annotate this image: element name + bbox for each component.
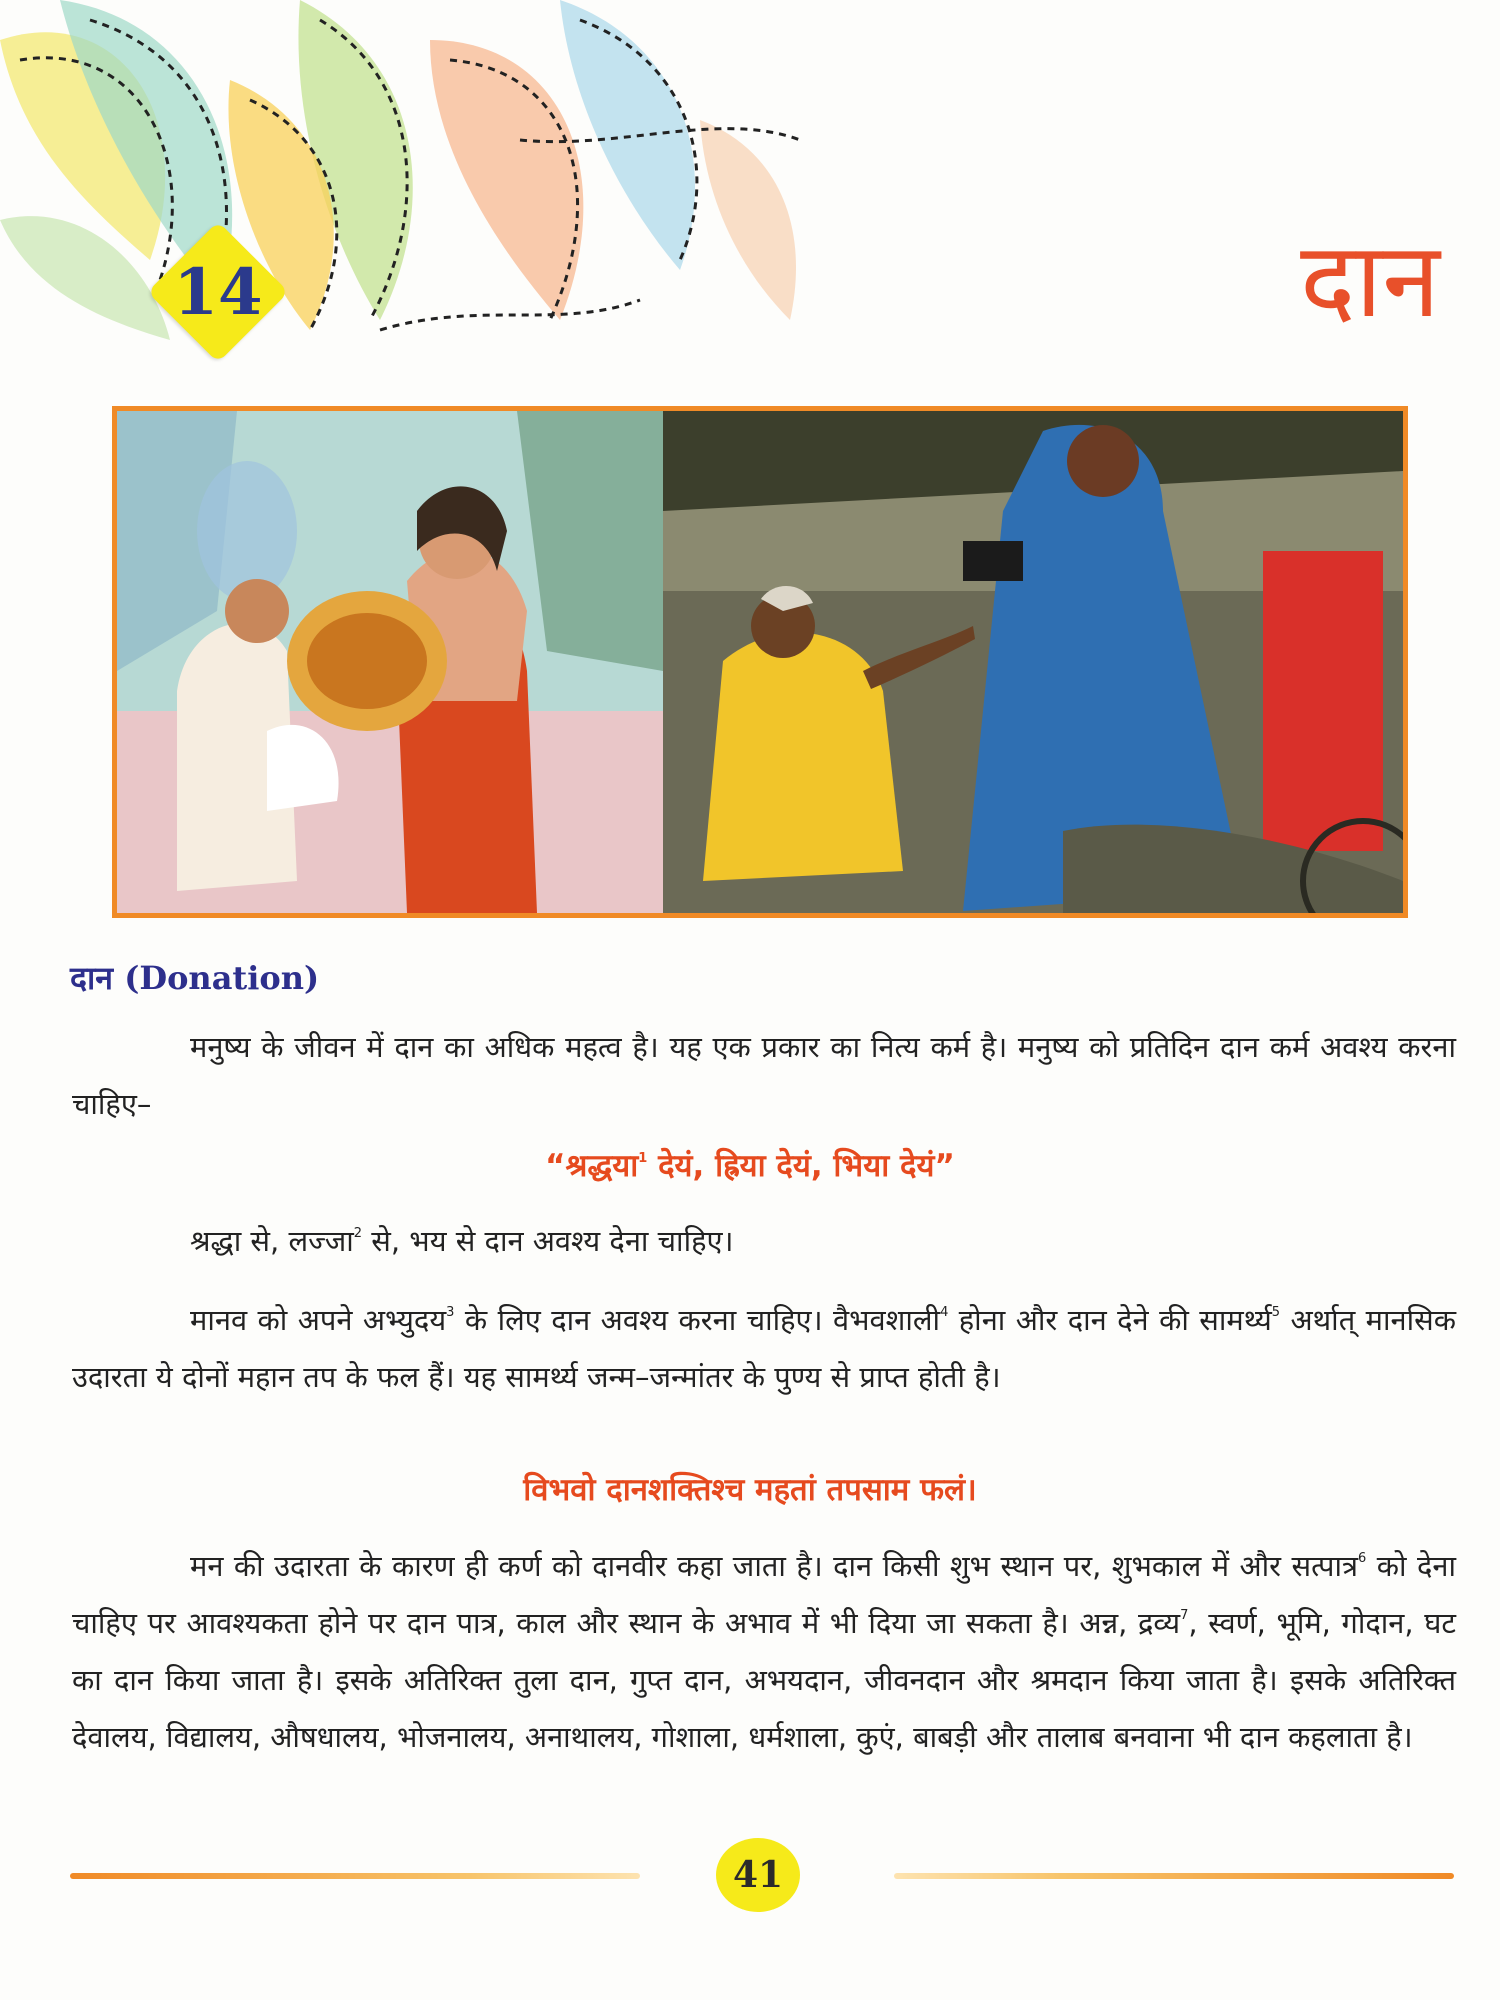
footer-divider-left <box>70 1873 640 1879</box>
footer-divider-right <box>894 1873 1454 1879</box>
chapter-number: 14 <box>173 254 263 330</box>
footnote-marker: 1 <box>638 1151 648 1166</box>
footnote-marker: 5 <box>1271 1305 1281 1320</box>
painting-illustration-icon <box>117 411 663 913</box>
paragraph-1: मनुष्य के जीवन में दान का अधिक महत्व है। यह एक प्रकार का नित्य कर्म है। मनुष्य को प्रतिदिन दान कर्म अवश्य करना चाहिए– <box>72 1030 1456 1121</box>
paragraph-2: श्रद्धा से, लज्जा$^2$ से, भय से दान अवश्य देना चाहिए। <box>190 1224 734 1258</box>
footnote-marker: 4 <box>940 1305 949 1320</box>
page-number: 41 <box>716 1838 800 1912</box>
footnote-marker: 6 <box>1358 1551 1367 1566</box>
illustration-frame <box>112 406 1408 918</box>
footnote-marker: 2 <box>353 1226 363 1241</box>
photo-illustration-icon <box>663 411 1403 913</box>
footnote-marker: 3 <box>446 1305 455 1320</box>
sanskrit-quote-1: “श्रद्धया$^1$ देयं, ह्रिया देयं, भिया देयं” <box>545 1148 955 1184</box>
floral-decoration-icon <box>0 0 820 360</box>
section-heading <box>70 956 319 999</box>
sanskrit-quote-2: विभवो दानशक्तिश्च महतां तपसाम फलं। <box>523 1472 977 1508</box>
section-heading-hindi: दान <box>70 959 114 997</box>
chapter-badge <box>148 222 288 362</box>
footnote-marker: 7 <box>1180 1608 1189 1623</box>
paragraph-4: मन की उदारता के कारण ही कर्ण को दानवीर कहा जाता है। दान किसी शुभ स्थान पर, शुभकाल में और सत्पात्र$^6$ को देना चाहिए पर आवश्यकता होने पर दान पात्र, काल और स्थान के अभाव में भी दिया जा सकता है। अन्न, द्रव्य$^7$, स्वर्ण, भूमि, गोदान, घट का दान किया जाता है। इसके अतिरिक्त तुला दान, गुप्त दान, अभयदान, जीवनदान और श्रमदान किया जाता है। इसके अतिरिक्त देवालय, विद्यालय, औषधालय, भोजनालय, अनाथालय, गोशाला, धर्मशाला, कुएं, बाबड़ी और तालाब बनवाना भी दान कहलाता है। <box>72 1549 1456 1754</box>
chapter-title: दान <box>1300 219 1440 341</box>
section-heading-english: (Donation) <box>124 959 320 997</box>
paragraph-3: मानव को अपने अभ्युदय$^3$ के लिए दान अवश्य करना चाहिए। वैभवशाली$^4$ होना और दान देने की सामर्थ्य$^5$ अर्थात् मानसिक उदारता ये दोनों महान तप के फल हैं। यह सामर्थ्य जन्म–जन्मांतर के पुण्य से प्राप्त होती है। <box>72 1303 1457 1394</box>
